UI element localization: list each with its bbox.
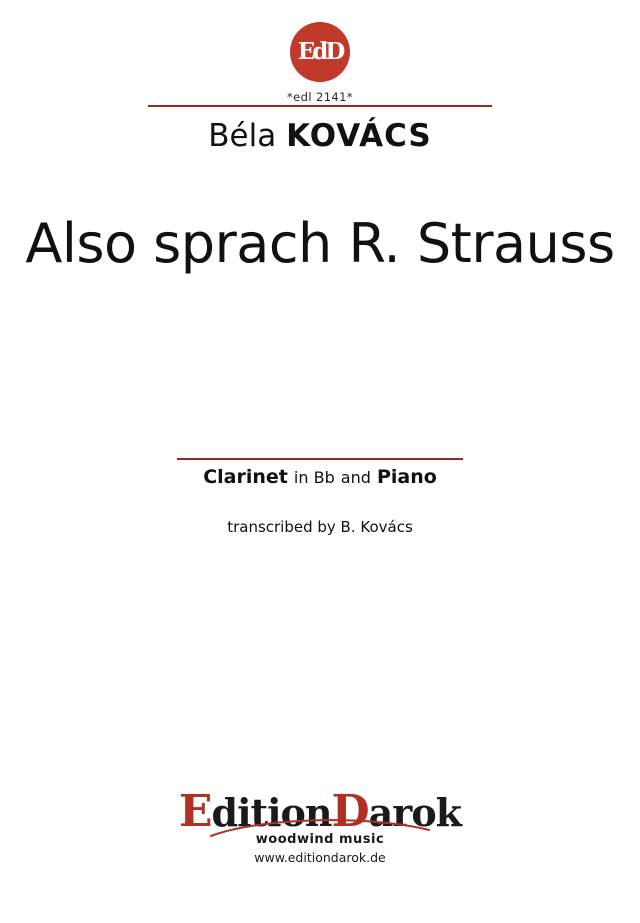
top-divider-rule xyxy=(148,105,492,107)
composer-last-name: KOVÁCS xyxy=(286,118,432,154)
transcriber-credit: transcribed by B. Kovács xyxy=(227,518,413,536)
composer-first-name: Béla xyxy=(208,118,277,154)
accompaniment-name: Piano xyxy=(376,466,437,488)
publisher-logo-block xyxy=(0,786,640,865)
publisher-seal-block xyxy=(0,22,640,104)
middle-divider-rule xyxy=(177,458,463,460)
publisher-name-arok: arok xyxy=(368,790,461,835)
publisher-website: www.editiondarok.de xyxy=(254,850,386,865)
catalog-number: *edl 2141* xyxy=(287,90,353,104)
publisher-tagline: woodwind music xyxy=(255,832,385,847)
instrumentation-conjunction: and xyxy=(340,468,371,487)
instrumentation-line xyxy=(0,466,640,488)
publisher-monogram: EdD xyxy=(297,38,343,66)
instrument-name: Clarinet xyxy=(203,466,288,488)
page-title: Also sprach R. Strauss xyxy=(25,212,615,275)
publisher-name xyxy=(179,786,461,837)
publisher-name-dition: dition xyxy=(211,790,332,835)
instrument-key: in Bb xyxy=(293,468,335,487)
publisher-name-cap-d: D xyxy=(331,786,369,837)
publisher-seal-icon xyxy=(290,22,350,82)
publisher-name-cap-e: E xyxy=(179,786,212,837)
composer-name xyxy=(0,118,640,154)
